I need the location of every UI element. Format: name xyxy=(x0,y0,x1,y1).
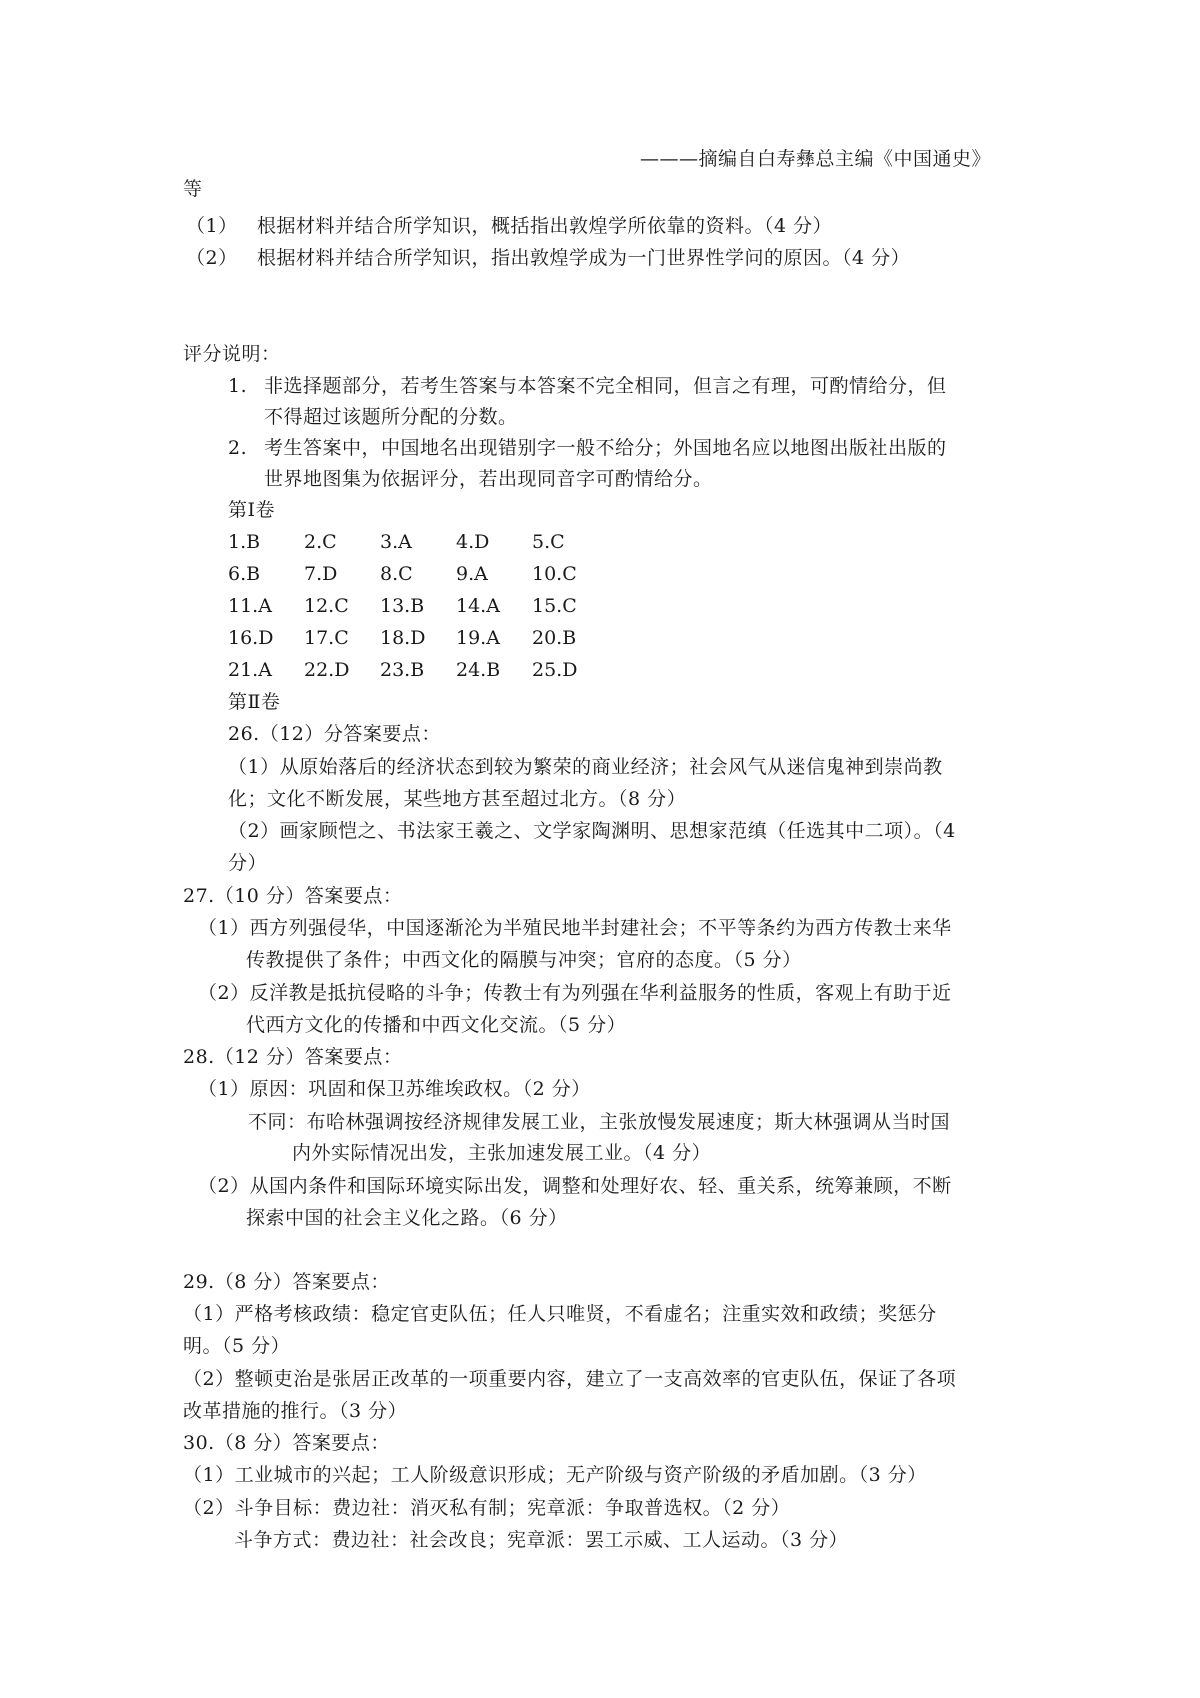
question-text: 根据材料并结合所学知识，指出敦煌学成为一门世界性学问的原因。（4 分） xyxy=(257,247,911,269)
answer-text: （1）工业城市的兴起；工人阶级意识形成；无产阶级与资产阶级的矛盾加剧。（3 分） xyxy=(183,1464,927,1486)
answer-cell: 22.D xyxy=(304,659,350,681)
answer-cell: 11.A xyxy=(228,595,272,617)
answer-cell: 14.A xyxy=(456,595,500,617)
answer-row xyxy=(228,560,608,588)
answer-row xyxy=(228,528,608,556)
question-number: （1） xyxy=(186,215,238,237)
rule-text: 世界地图集为依据评分，若出现同音字可酌情给分。 xyxy=(264,468,713,490)
answer-text: 传教提供了条件；中西文化的隔膜与冲突；官府的态度。（5 分） xyxy=(246,949,802,971)
answer-text: 斗争方式：费边社：社会改良；宪章派：罢工示威、工人运动。（3 分） xyxy=(234,1529,849,1551)
answer-cell: 20.B xyxy=(532,627,577,649)
answer-cell: 16.D xyxy=(228,627,274,649)
answer-text: 改革措施的推行。（3 分） xyxy=(183,1400,408,1422)
answer-row xyxy=(228,624,608,652)
rule-number: 1. xyxy=(228,375,248,397)
trailing-text: 等 xyxy=(183,178,203,200)
answer-cell: 3.A xyxy=(380,531,412,553)
answer-cell: 23.B xyxy=(380,659,425,681)
answer-text: （2）斗争目标：费边社：消灭私有制；宪章派：争取普选权。（2 分） xyxy=(183,1497,791,1519)
answer-text: （1）原因：巩固和保卫苏维埃政权。（2 分） xyxy=(198,1078,591,1100)
answer-cell: 10.C xyxy=(532,563,577,585)
question-number: （2） xyxy=(186,247,238,269)
answer-cell: 13.B xyxy=(380,595,425,617)
question-heading: 28.（12 分）答案要点： xyxy=(183,1046,403,1068)
answer-cell: 19.A xyxy=(456,627,500,649)
answer-cell: 4.D xyxy=(456,531,490,553)
answer-cell: 6.B xyxy=(228,563,261,585)
answer-text: 分） xyxy=(228,852,268,874)
question-heading: 27.（10 分）答案要点： xyxy=(183,885,403,907)
rule-text: 不得超过该题所分配的分数。 xyxy=(264,406,518,428)
answer-text: （2）画家顾恺之、书法家王羲之、文学家陶渊明、思想家范缜（任选其中二项）。（4 xyxy=(228,820,956,842)
answer-row xyxy=(228,592,608,620)
answer-text: 明。（5 分） xyxy=(183,1335,291,1357)
answer-text: 不同：布哈林强调按经济规律发展工业，主张放慢发展速度；斯大林强调从当时国 xyxy=(248,1111,951,1133)
answer-text: （1）西方列强侵华，中国逐渐沦为半殖民地半封建社会；不平等条约为西方传教士来华 xyxy=(198,917,952,939)
answer-row xyxy=(228,656,608,684)
question-heading: 30.（8 分）答案要点： xyxy=(183,1432,390,1454)
answer-cell: 25.D xyxy=(532,659,578,681)
answer-cell: 2.C xyxy=(304,531,337,553)
answer-cell: 17.C xyxy=(304,627,349,649)
answer-text: （2）整顿吏治是张居正改革的一项重要内容，建立了一支高效率的官吏队伍，保证了各项 xyxy=(183,1368,957,1390)
answer-cell: 21.A xyxy=(228,659,272,681)
section-heading: 第Ⅱ卷 xyxy=(228,691,281,713)
rule-text: 考生答案中，中国地名出现错别字一般不给分；外国地名应以地图出版社出版的 xyxy=(264,437,947,459)
answer-cell: 1.B xyxy=(228,531,261,553)
answer-text: 代西方文化的传播和中西文化交流。（5 分） xyxy=(246,1014,627,1036)
answer-text: 探索中国的社会主义化之路。（6 分） xyxy=(246,1207,568,1229)
answer-text: 内外实际情况出发，主张加速发展工业。（4 分） xyxy=(292,1142,712,1164)
question-heading: 29.（8 分）答案要点： xyxy=(183,1271,390,1293)
question-text: 根据材料并结合所学知识，概括指出敦煌学所依靠的资料。（4 分） xyxy=(257,215,833,237)
answer-cell: 15.C xyxy=(532,595,577,617)
answer-text: （2）从国内条件和国际环境实际出发，调整和处理好农、轻、重关系，统筹兼顾，不断 xyxy=(198,1175,952,1197)
answer-cell: 24.B xyxy=(456,659,501,681)
answer-text: （2）反洋教是抵抗侵略的斗争；传教士有为列强在华利益服务的性质，客观上有助于近 xyxy=(198,982,952,1004)
answer-cell: 8.C xyxy=(380,563,413,585)
answer-cell: 9.A xyxy=(456,563,488,585)
answer-text: 化；文化不断发展，某些地方甚至超过北方。（8 分） xyxy=(228,788,687,810)
answer-cell: 18.D xyxy=(380,627,426,649)
answer-cell: 5.C xyxy=(532,531,565,553)
rule-number: 2. xyxy=(228,437,248,459)
source-citation: ———摘编自白寿彝总主编《中国通史》 xyxy=(640,148,992,170)
section-heading: 第Ⅰ卷 xyxy=(228,499,276,521)
answer-text: （1）从原始落后的经济状态到较为繁荣的商业经济；社会风气从迷信鬼神到崇尚教 xyxy=(228,756,943,778)
rule-text: 非选择题部分，若考生答案与本答案不完全相同，但言之有理，可酌情给分，但 xyxy=(264,375,947,397)
answer-cell: 12.C xyxy=(304,595,349,617)
answer-cell: 7.D xyxy=(304,563,338,585)
question-heading: 26.（12）分答案要点： xyxy=(228,723,441,745)
answer-text: （1）严格考核政绩：稳定官吏队伍；任人只唯贤，不看虚名；注重实效和政绩；奖惩分 xyxy=(183,1303,937,1325)
scoring-title: 评分说明： xyxy=(183,343,281,365)
